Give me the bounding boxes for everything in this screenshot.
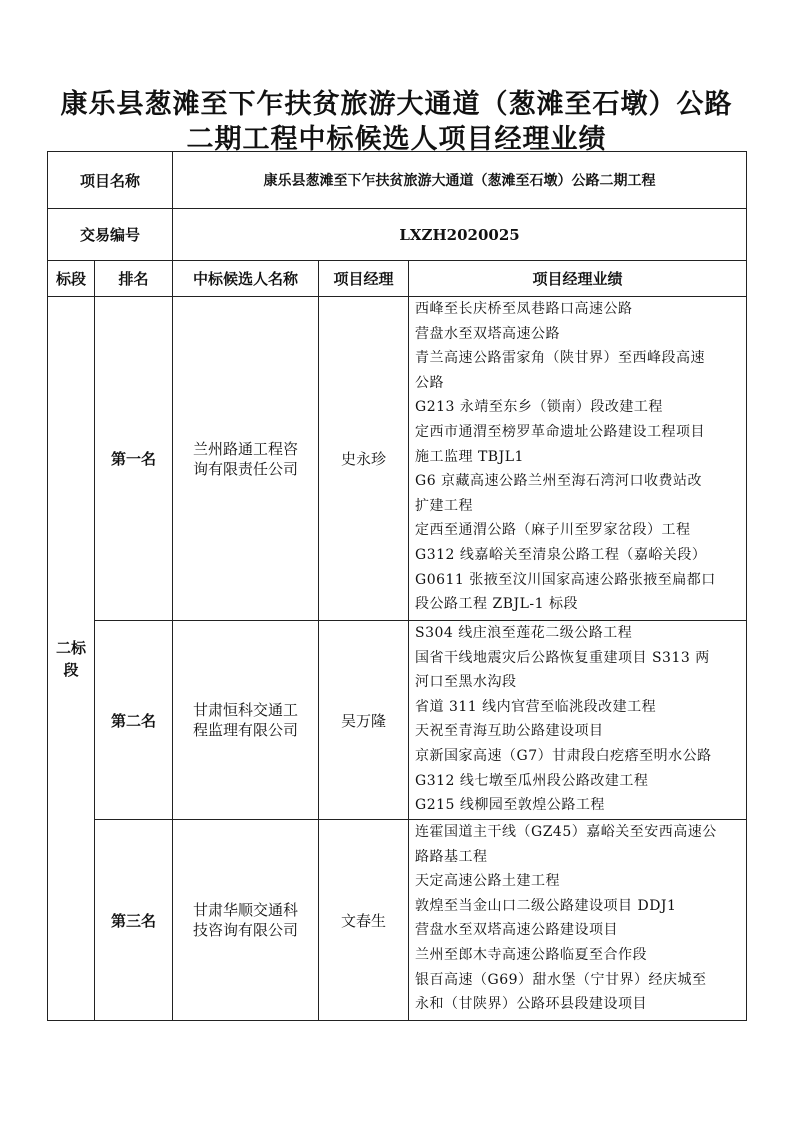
performance-line: 省道 311 线内官营至临洮段改建工程 — [415, 698, 657, 715]
performance-line: G0611 张掖至汶川国家高速公路张掖至扁都口 — [415, 571, 716, 588]
performance-line: G6 京藏高速公路兰州至海石湾河口收费站改 — [415, 473, 703, 490]
project-name-row — [48, 152, 747, 209]
performance-line: 永和（甘陕界）公路环县段建设项目 — [415, 996, 648, 1013]
bidder-name-text: 甘肃华顺交通科技咨询有限公司 — [193, 901, 299, 939]
document-title-line-2: 二期工程中标候选人项目经理业绩 — [186, 124, 607, 155]
candidate-bidder — [173, 297, 319, 621]
performance-line: 营盘水至双塔高速公路 — [415, 325, 561, 342]
candidate-performance — [409, 297, 747, 621]
candidate-rank: 第二名 — [95, 621, 173, 820]
section-name: 二标段 — [55, 638, 86, 679]
performance-line: 连霍国道主干线（GZ45）嘉峪关至安西高速公 — [415, 824, 717, 840]
performance-line: 施工监理 TBJL1 — [415, 448, 524, 465]
project-name-label: 项目名称 — [48, 152, 173, 209]
performance-table — [47, 151, 747, 1021]
candidate-manager: 吴万隆 — [319, 621, 409, 820]
performance-line: G215 线柳园至敦煌公路工程 — [415, 797, 605, 814]
performance-line: 兰州至郎木寺高速公路临夏至合作段 — [415, 946, 648, 963]
performance-line: 西峰至长庆桥至凤巷路口高速公路 — [415, 301, 633, 317]
document-title-line-1: 康乐县葱滩至下乍扶贫旅游大通道（葱滩至石墩）公路 — [60, 89, 733, 120]
bidder-name-text: 兰州路通工程咨询有限责任公司 — [193, 439, 299, 478]
performance-line: 定西市通渭至榜罗革命遗址公路建设工程项目 — [415, 423, 706, 440]
performance-line: 京新国家高速（G7）甘肃段白疙瘩至明水公路 — [415, 747, 712, 764]
candidate-rank: 第一名 — [95, 297, 173, 621]
performance-line: 天定高速公路土建工程 — [415, 873, 561, 890]
candidate-performance — [409, 621, 747, 820]
performance-line: G312 线七墩至瓜州段公路改建工程 — [415, 772, 649, 789]
trade-code-label: 交易编号 — [48, 209, 173, 261]
trade-code-value: LXZH2020025 — [173, 209, 747, 261]
performance-line: 河口至黑水沟段 — [415, 674, 517, 691]
performance-line: S304 线庄浪至莲花二级公路工程 — [415, 625, 633, 641]
column-header-bidder: 中标候选人名称 — [173, 261, 319, 297]
performance-line: 路路基工程 — [415, 848, 488, 865]
performance-line: 天祝至青海互助公路建设项目 — [415, 723, 604, 740]
column-header-section: 标段 — [48, 261, 95, 297]
candidate-bidder — [173, 621, 319, 820]
performance-line: 营盘水至双塔高速公路建设项目 — [415, 922, 619, 939]
section-cell — [48, 297, 95, 1021]
candidate-manager: 史永珍 — [319, 297, 409, 621]
project-name-value: 康乐县葱滩至下乍扶贫旅游大通道（葱滩至石墩）公路二期工程 — [173, 152, 747, 209]
candidate-row-3 — [48, 820, 747, 1021]
performance-line: G312 线嘉峪关至清泉公路工程（嘉峪关段） — [415, 546, 707, 563]
performance-line: 公路 — [415, 374, 445, 391]
candidate-row-2 — [48, 621, 747, 820]
performance-line: 定西至通渭公路（麻子川至罗家岔段）工程 — [415, 522, 691, 539]
performance-line: 银百高速（G69）甜水堡（宁甘界）经庆城至 — [415, 971, 707, 988]
column-header-row — [48, 261, 747, 297]
candidate-rank: 第三名 — [95, 820, 173, 1021]
candidate-performance — [409, 820, 747, 1021]
candidate-bidder — [173, 820, 319, 1021]
performance-line: 敦煌至当金山口二级公路建设项目 DDJ1 — [415, 897, 677, 914]
performance-line: 扩建工程 — [415, 497, 474, 514]
performance-line: 国省干线地震灾后公路恢复重建项目 S313 两 — [415, 649, 710, 666]
trade-code-row — [48, 209, 747, 261]
performance-line: G213 永靖至东乡（锁南）段改建工程 — [415, 399, 663, 416]
column-header-rank: 排名 — [95, 261, 173, 297]
column-header-performance: 项目经理业绩 — [409, 261, 747, 297]
candidate-row-1 — [48, 297, 747, 621]
candidate-manager: 文春生 — [319, 820, 409, 1021]
column-header-manager: 项目经理 — [319, 261, 409, 297]
bidder-name-text: 甘肃恒科交通工程监理有限公司 — [193, 701, 299, 739]
performance-line: 段公路工程 ZBJL-1 标段 — [415, 596, 578, 613]
performance-line: 青兰高速公路雷家角（陕甘界）至西峰段高速 — [415, 350, 706, 367]
